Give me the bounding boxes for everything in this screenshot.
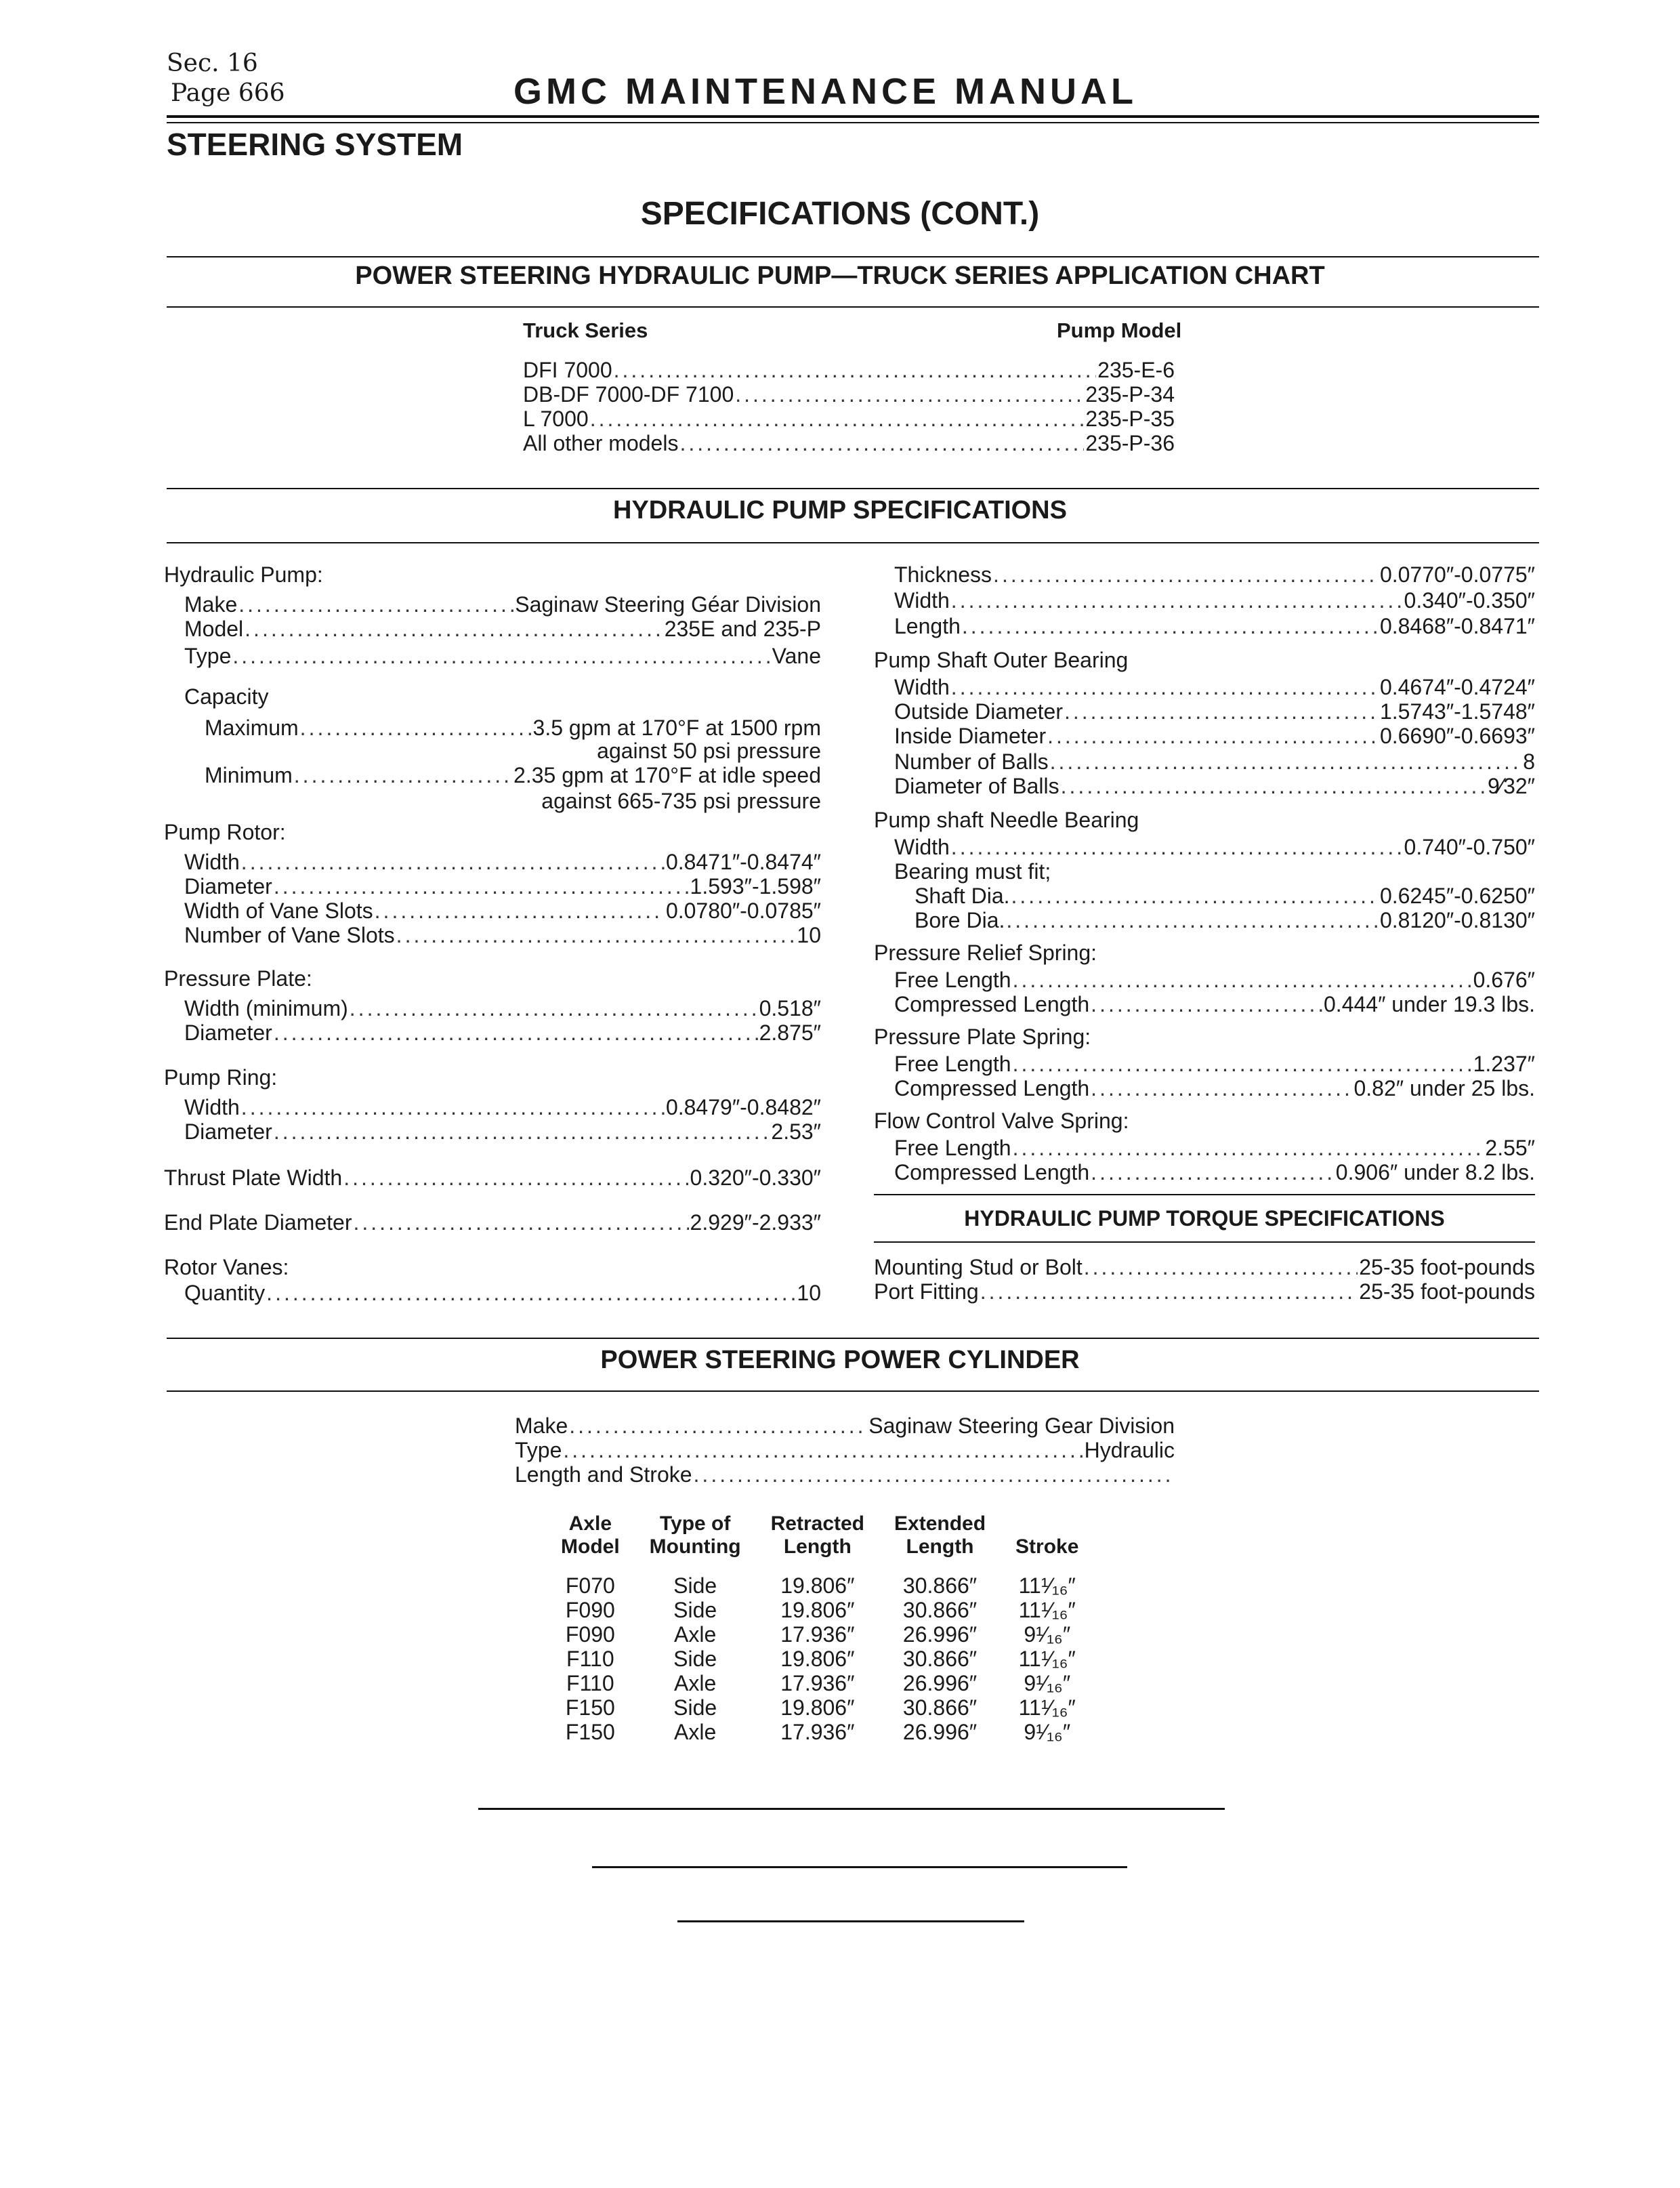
min-capacity-cont: against 665-735 psi pressure <box>541 789 821 813</box>
needle-bearing-heading: Pump shaft Needle Bearing <box>874 808 1139 832</box>
table-row: F150 Side 19.806″ 30.866″ 11¹⁄₁₆″ <box>565 1695 1076 1720</box>
col-truck-series: Truck Series <box>523 318 648 342</box>
rule <box>167 488 1539 489</box>
col-axle-model: Axle Model <box>561 1512 620 1558</box>
spec-row-make: Make ..... Saginaw Steering Géar Division <box>184 592 821 617</box>
rule <box>167 1338 1539 1339</box>
rule <box>167 256 1539 257</box>
col-pump-model: Pump Model <box>1057 318 1182 342</box>
bearing-fit-heading: Bearing must fit; <box>894 859 1051 884</box>
col-retracted: Retracted Length <box>770 1512 865 1558</box>
header-rule <box>167 115 1539 118</box>
spec-row-pp-compressed: Compressed Length ..... 0.82″ under 25 lbs. <box>894 1076 1535 1100</box>
rule <box>874 1241 1535 1243</box>
rule <box>167 542 1539 543</box>
spec-row-width: Width ..... 0.340″-0.350″ <box>894 588 1535 613</box>
end-rule-3 <box>677 1920 1024 1922</box>
spec-row-ring-width: Width ..... 0.8479″-0.8482″ <box>184 1095 821 1119</box>
end-rule-2 <box>592 1866 1127 1868</box>
cylinder-table <box>546 1512 1093 1744</box>
cyl-row-length-stroke: Length and Stroke ..... <box>515 1462 1175 1487</box>
spec-row-nb-width: Width ..... 0.740″-0.750″ <box>894 835 1535 859</box>
spec-row-rs-compressed: Compressed Length ..... 0.444″ under 19.3 lbs. <box>894 992 1535 1016</box>
section-number: Sec. 16 <box>167 49 258 77</box>
spec-row-ob-balls: Number of Balls ..... 8 <box>894 749 1535 774</box>
spec-row-ob-ball-diameter: Diameter of Balls ..... 9⁄32″ <box>894 774 1535 798</box>
system-title: STEERING SYSTEM <box>167 127 463 162</box>
spec-row-fc-compressed: Compressed Length ..... 0.906″ under 8.2 lbs. <box>894 1160 1535 1184</box>
table-row: F110 Axle 17.936″ 26.996″ 9¹⁄₁₆″ <box>566 1671 1071 1695</box>
spec-row-plate-width: Width (minimum) ..... 0.518″ <box>184 996 821 1020</box>
col-stroke: Stroke <box>1015 1535 1079 1558</box>
pressure-plate-heading: Pressure Plate: <box>164 966 312 991</box>
torque-title: HYDRAULIC PUMP TORQUE SPECIFICATIONS <box>964 1206 1445 1231</box>
app-row: DB-DF 7000-DF 7100 ..... 235-P-34 <box>523 382 1175 407</box>
pump-rotor-heading: Pump Rotor: <box>164 820 286 844</box>
table-row: F110 Side 19.806″ 30.866″ 11¹⁄₁₆″ <box>566 1647 1076 1671</box>
cyl-row-type: Type ..... Hydraulic <box>515 1438 1175 1462</box>
end-rule-1 <box>478 1808 1225 1810</box>
spec-row-thickness: Thickness ..... 0.0770″-0.0775″ <box>894 562 1535 587</box>
plate-spring-heading: Pressure Plate Spring: <box>874 1025 1091 1049</box>
spec-row-thrust-plate: Thrust Plate Width ..... 0.320″-0.330″ <box>164 1165 821 1190</box>
spec-row-length: Length ..... 0.8468″-0.8471″ <box>894 614 1535 638</box>
spec-row-rs-free: Free Length ..... 0.676″ <box>894 968 1535 992</box>
rule <box>167 306 1539 308</box>
spec-row-fc-free: Free Length ..... 2.55″ <box>894 1136 1535 1160</box>
capacity-heading: Capacity <box>184 684 269 709</box>
header-rule-2 <box>167 122 1539 123</box>
torque-row-stud: Mounting Stud or Bolt ..... 25-35 foot-pounds <box>874 1255 1535 1279</box>
spec-row-model: Model ..... 235E and 235-P <box>184 617 821 641</box>
spec-row-ob-od: Outside Diameter ..... 1.5743″-1.5748″ <box>894 699 1535 724</box>
specs-title: SPECIFICATIONS (CONT.) <box>640 196 1040 232</box>
app-row: L 7000 ..... 235-P-35 <box>523 407 1175 431</box>
spec-row-rotor-width: Width ..... 0.8471″-0.8474″ <box>184 850 821 874</box>
hydraulic-pump-heading: Hydraulic Pump: <box>164 562 323 587</box>
page-number: Page 666 <box>171 79 285 107</box>
max-capacity-cont: against 50 psi pressure <box>597 739 821 763</box>
cyl-row-make: Make ..... Saginaw Steering Gear Division <box>515 1413 1175 1438</box>
table-row: F090 Side 19.806″ 30.866″ 11¹⁄₁₆″ <box>565 1598 1076 1622</box>
application-chart-title: POWER STEERING HYDRAULIC PUMP—TRUCK SERIES APPLICATION CHART <box>355 262 1325 290</box>
torque-row-port: Port Fitting ..... 25-35 foot-pounds <box>874 1279 1535 1304</box>
relief-spring-heading: Pressure Relief Spring: <box>874 941 1097 965</box>
spec-row-ob-width: Width ..... 0.4674″-0.4724″ <box>894 675 1535 699</box>
spec-row-type: Type ..... Vane <box>184 644 821 668</box>
spec-row-ring-diameter: Diameter ..... 2.53″ <box>184 1119 821 1144</box>
rule <box>167 1390 1539 1392</box>
app-row: All other models ..... 235-P-36 <box>523 431 1175 455</box>
spec-row-pp-free: Free Length ..... 1.237″ <box>894 1052 1535 1076</box>
pump-specs-title: HYDRAULIC PUMP SPECIFICATIONS <box>613 496 1067 524</box>
col-mounting: Type of Mounting <box>649 1512 741 1558</box>
spec-row-rotor-diameter: Diameter ..... 1.593″-1.598″ <box>184 874 821 899</box>
manual-title: GMC MAINTENANCE MANUAL <box>513 71 1137 112</box>
rotor-vanes-heading: Rotor Vanes: <box>164 1255 289 1279</box>
outer-bearing-heading: Pump Shaft Outer Bearing <box>874 648 1129 672</box>
spec-row-vane-quantity: Quantity ..... 10 <box>184 1281 821 1305</box>
table-row: F090 Axle 17.936″ 26.996″ 9¹⁄₁₆″ <box>565 1622 1071 1647</box>
cylinder-title: POWER STEERING POWER CYLINDER <box>600 1346 1080 1374</box>
table-row: F070 Side 19.806″ 30.866″ 11¹⁄₁₆″ <box>565 1573 1076 1598</box>
spec-row-vane-slot-width: Width of Vane Slots ..... 0.0780″-0.0785″ <box>184 899 821 923</box>
flow-valve-spring-heading: Flow Control Valve Spring: <box>874 1109 1129 1133</box>
spec-row-ob-id: Inside Diameter ..... 0.6690″-0.6693″ <box>894 724 1535 748</box>
spec-row-max-capacity: Maximum ..... 3.5 gpm at 170°F at 1500 rpm <box>205 716 821 740</box>
spec-row-shaft-dia: Shaft Dia. ..... 0.6245″-0.6250″ <box>915 884 1535 908</box>
spec-row-end-plate: End Plate Diameter ..... 2.929″-2.933″ <box>164 1210 821 1235</box>
pump-ring-heading: Pump Ring: <box>164 1065 278 1090</box>
spec-row-min-capacity: Minimum ..... 2.35 gpm at 170°F at idle speed <box>205 763 821 787</box>
spec-row-vane-slot-count: Number of Vane Slots ..... 10 <box>184 923 821 947</box>
spec-row-bore-dia: Bore Dia. ..... 0.8120″-0.8130″ <box>915 908 1535 932</box>
spec-row-plate-diameter: Diameter ..... 2.875″ <box>184 1020 821 1045</box>
app-row: DFI 7000 ..... 235-E-6 <box>523 358 1175 382</box>
col-extended: Extended Length <box>894 1512 986 1558</box>
rule <box>874 1194 1535 1195</box>
table-row: F150 Axle 17.936″ 26.996″ 9¹⁄₁₆″ <box>565 1720 1071 1744</box>
